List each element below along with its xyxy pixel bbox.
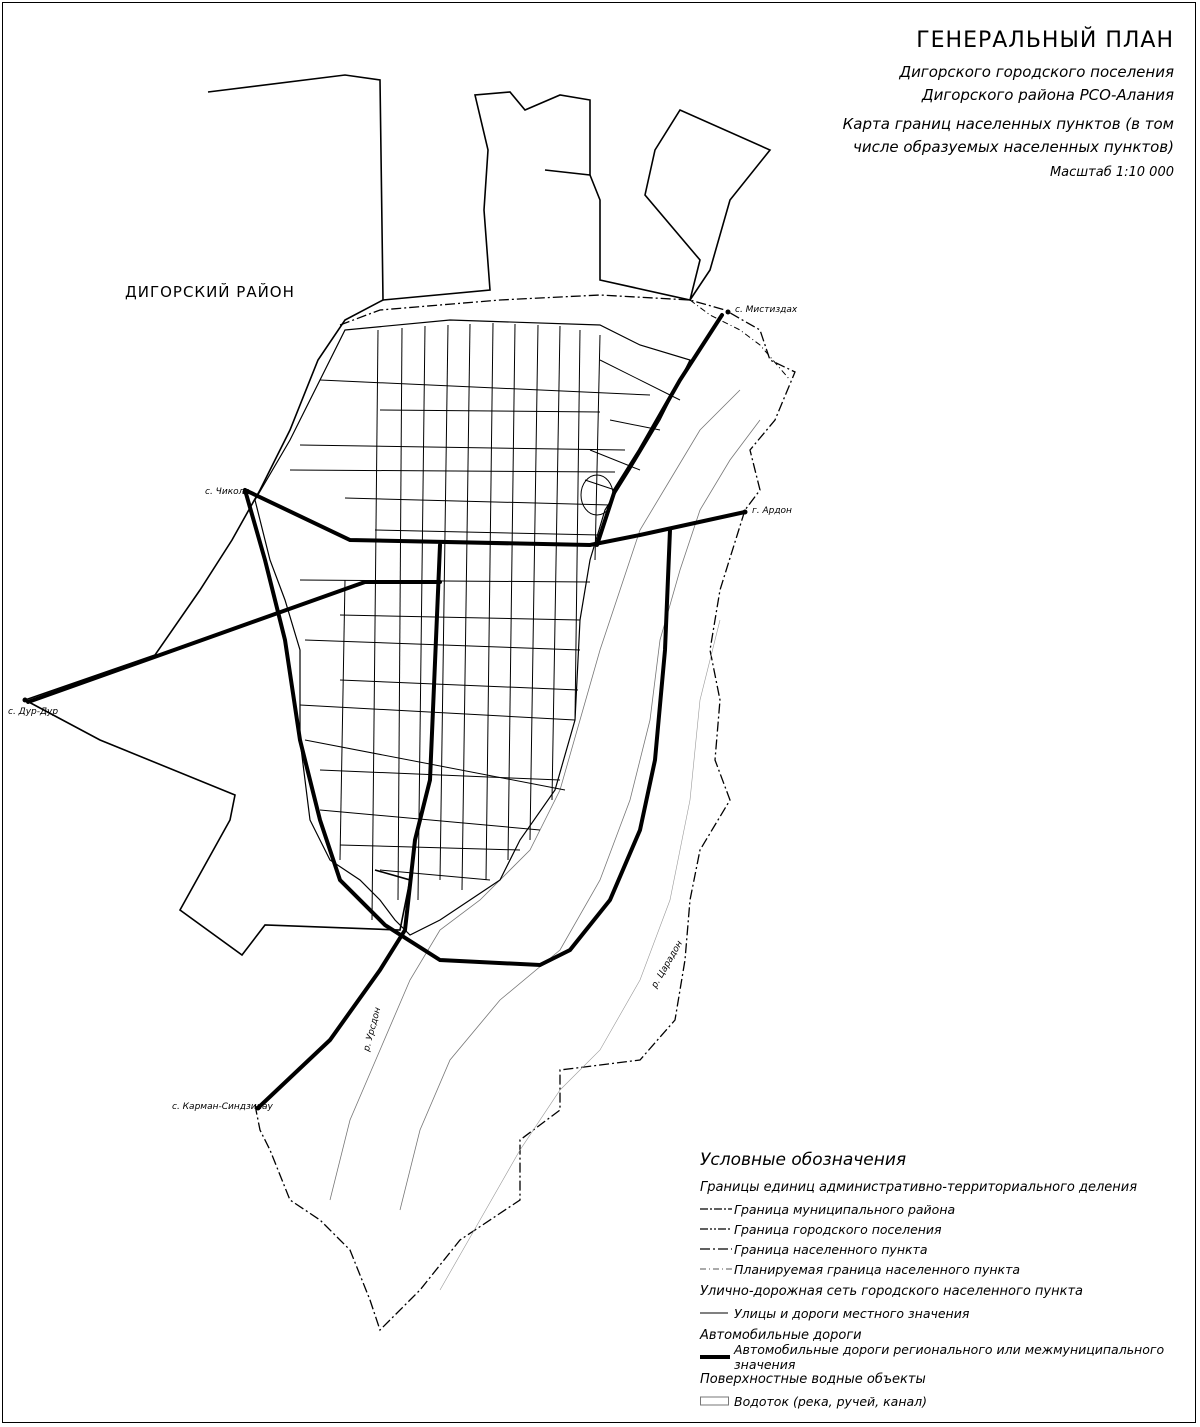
legend-item-urban-settlement (700, 1219, 1190, 1239)
district-boundary-ne-arm (590, 110, 770, 300)
place-label-chikola: с. Чикола (205, 487, 250, 497)
legend-item-watercourse (700, 1391, 1190, 1411)
regional-roads-symbol (700, 1352, 732, 1362)
map-subtitle-2: Дигорского района РСО-Алания (921, 86, 1174, 104)
local-streets-symbol (700, 1308, 732, 1318)
river-bank (400, 420, 760, 1210)
urban-settlement-symbol (700, 1224, 732, 1234)
place-label-mistizdah: с. Мистиздах (735, 305, 798, 315)
map-scale: Масштаб 1:10 000 (1049, 165, 1174, 180)
legend (700, 1150, 1190, 1411)
legend-label: Граница муниципального района (734, 1201, 956, 1217)
regional-roads (28, 315, 745, 1108)
district-label: ДИГОРСКИЙ РАЙОН (125, 283, 295, 301)
legend-item-local-streets (700, 1303, 1190, 1323)
map-subtitle-1: Дигорского городского поселения (899, 63, 1174, 81)
legend-label: Автомобильные дороги регионального или межмуниципального значения (734, 1342, 1165, 1372)
place-label-dur-dur: с. Дур-Дур (8, 707, 59, 717)
place-label-karman: с. Карман-Синдзикау (172, 1102, 273, 1112)
legend-label: Планируемая граница населенного пункта (734, 1261, 1021, 1277)
mun-district-symbol (700, 1204, 732, 1214)
legend-label: Водоток (река, ручей, канал) (734, 1393, 928, 1409)
river-label-ursdon: р. Урсдон (362, 1006, 384, 1053)
legend-title: Условные обозначения (700, 1150, 907, 1170)
district-boundary (25, 75, 410, 955)
legend-item-planned-settlement (700, 1259, 1190, 1279)
marker-dur-dur (23, 698, 28, 703)
place-label-ardon: г. Ардон (752, 506, 792, 516)
map-subtitle-4: числе образуемых населенных пунктов) (852, 138, 1174, 156)
planned-settlement-symbol (700, 1264, 732, 1274)
settlement-symbol (700, 1244, 732, 1254)
legend-item-mun-district (700, 1199, 1190, 1219)
legend-label: Граница населенного пункта (734, 1241, 928, 1257)
legend-section-water: Поверхностные водные объекты (700, 1372, 926, 1387)
legend-item-settlement (700, 1239, 1190, 1259)
legend-section-streets: Улично-дорожная сеть городского населенного пункта (700, 1284, 1084, 1299)
legend-item-regional-roads (700, 1342, 1190, 1372)
title-block (843, 28, 1174, 180)
map-title: ГЕНЕРАЛЬНЫЙ ПЛАН (916, 28, 1174, 53)
watercourse-symbol (700, 1396, 732, 1406)
river-label-tsaradon: р. Царадон (650, 939, 686, 990)
local-streets (290, 323, 680, 920)
map-subtitle-3: Карта границ населенных пунктов (в том (842, 115, 1174, 133)
marker-ardon (743, 510, 748, 515)
district-boundary-north-arm (383, 92, 590, 300)
marker-mistizdah (726, 310, 731, 315)
legend-section-admin: Границы единиц административно-территориального деления (700, 1180, 1138, 1195)
legend-section-roads: Автомобильные дороги (700, 1328, 862, 1343)
legend-label: Улицы и дороги местного значения (734, 1305, 970, 1321)
town-outline (255, 320, 690, 935)
legend-label: Граница городского поселения (734, 1221, 942, 1237)
